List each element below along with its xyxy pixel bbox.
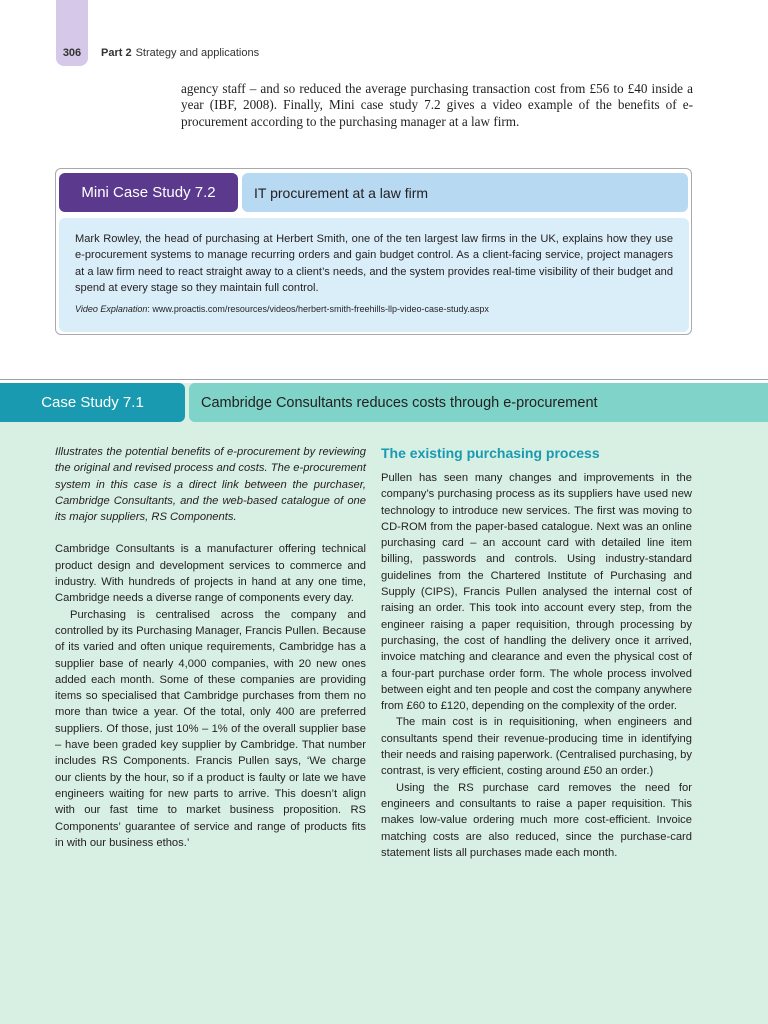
body-paragraph: Using the RS purchase card removes the need for engineers and consultants to raise a paper requisition. This makes low-value ordering much more cost-efficient. Invoice matching costs are also reduced, since the purchase-card statement lists all purchases made each month. <box>381 781 692 859</box>
case-study-left-column <box>55 444 366 851</box>
video-url: : www.proactis.com/resources/videos/herbert-smith-freehills-llp-video-case-study.aspx <box>147 304 489 315</box>
body-paragraph: Cambridge Consultants is a manufacturer offering technical product design and development services to commerce and industry. With hundreds of projects in hand at any one time, Cambridge needs a diverse range of components every day. <box>55 543 366 605</box>
page-number: 306 <box>62 47 82 59</box>
section-title: Strategy and applications <box>135 47 260 59</box>
section-heading: The existing purchasing process <box>381 445 600 461</box>
intro-paragraph: agency staff – and so reduced the average purchasing transaction cost from £56 to £40 inside a year (IBF, 2008). Finally, Mini case study 7.2 gives a video example of the benefits of e-procurement according to the purchasing manager at a law firm. <box>181 81 693 129</box>
case-study-summary: Illustrates the potential benefits of e-procurement by reviewing the original and revised process and costs. The e-procurement system in this case is a direct link between the purchaser, Cambridge Consultants, and the web-based catalogue of one its major suppliers, RS Components. <box>55 446 366 524</box>
body-paragraph: Purchasing is centralised across the company and controlled by its Purchasing Manager, Francis Pullen. Because of its varied and often unique requirements, Cambridge has a supplier base of nearly 4,000 companies, with 20 new ones added each month. Some of these companies are providing items so specialised that Cambridge purchases from them no more than twice a year. Of the total, only 400 are preferred suppliers. Of those, just 10% – 1% of the overall supplier base – have been graded key supplier by Cambridge. That number includes RS Components. Francis Pullen says, ‘We charge our clients by the hour, so if a product is faulty or late we have engineers waiting for new parts to arrive. This doesn’t align with our fast time to market business proposition. RS Components’ guarantee of service and range of products fits in with our business ethos.’ <box>55 608 366 849</box>
mini-case-body <box>59 218 689 332</box>
body-paragraph: The main cost is in requisitioning, when engineers and consultants spend their revenue-producing time in identifying their needs and raising paperwork. (Centralised purchasing, by contrast, is very efficient, costing around £50 an order.) <box>381 716 692 778</box>
mini-case-text: Mark Rowley, the head of purchasing at Herbert Smith, one of the ten largest law firms in the UK, explains how they use e-procurement systems to manage recurring orders and gain budget control. As a client-facing service, project managers at a law firm need to react straight away to a client’s needs, and the system provides real-time visibility of their budget and spend at every stage so they maintain full control. <box>75 233 673 294</box>
section-divider <box>0 379 768 380</box>
case-study-title: Cambridge Consultants reduces costs through e-procurement <box>189 383 768 422</box>
mini-case-title: IT procurement at a law firm <box>242 173 688 212</box>
video-label: Video Explanation <box>75 304 148 315</box>
case-study-right-column <box>381 444 692 861</box>
video-explanation <box>75 303 673 315</box>
mini-case-label: Mini Case Study 7.2 <box>59 173 238 212</box>
part-label: Part 2 <box>101 47 132 59</box>
body-paragraph: Pullen has seen many changes and improvements in the company’s purchasing process as its suppliers have used new technology to introduce new services. The first was moving to CD-ROM from the paper-based catalogue. Next was an online purchasing card – an account card with detailed line item billing, passwords and controls. Using industry-standard guidelines from the Chartered Institute of Purchasing and Supply (CIPS), Francis Pullen analysed the internal cost of raising an order. This took into account every step, from the engineer raising a paper requisition, through processing by purchasing, the cost of handling the delivery once it arrived, invoice matching and clearance and even the physical cost of a four-part purchase order form. The whole process involved between eight and ten people and cost the company anywhere from £60 to £120, depending on the complexity of the order. <box>381 472 692 713</box>
case-study-label: Case Study 7.1 <box>0 383 185 422</box>
running-head <box>101 47 259 59</box>
